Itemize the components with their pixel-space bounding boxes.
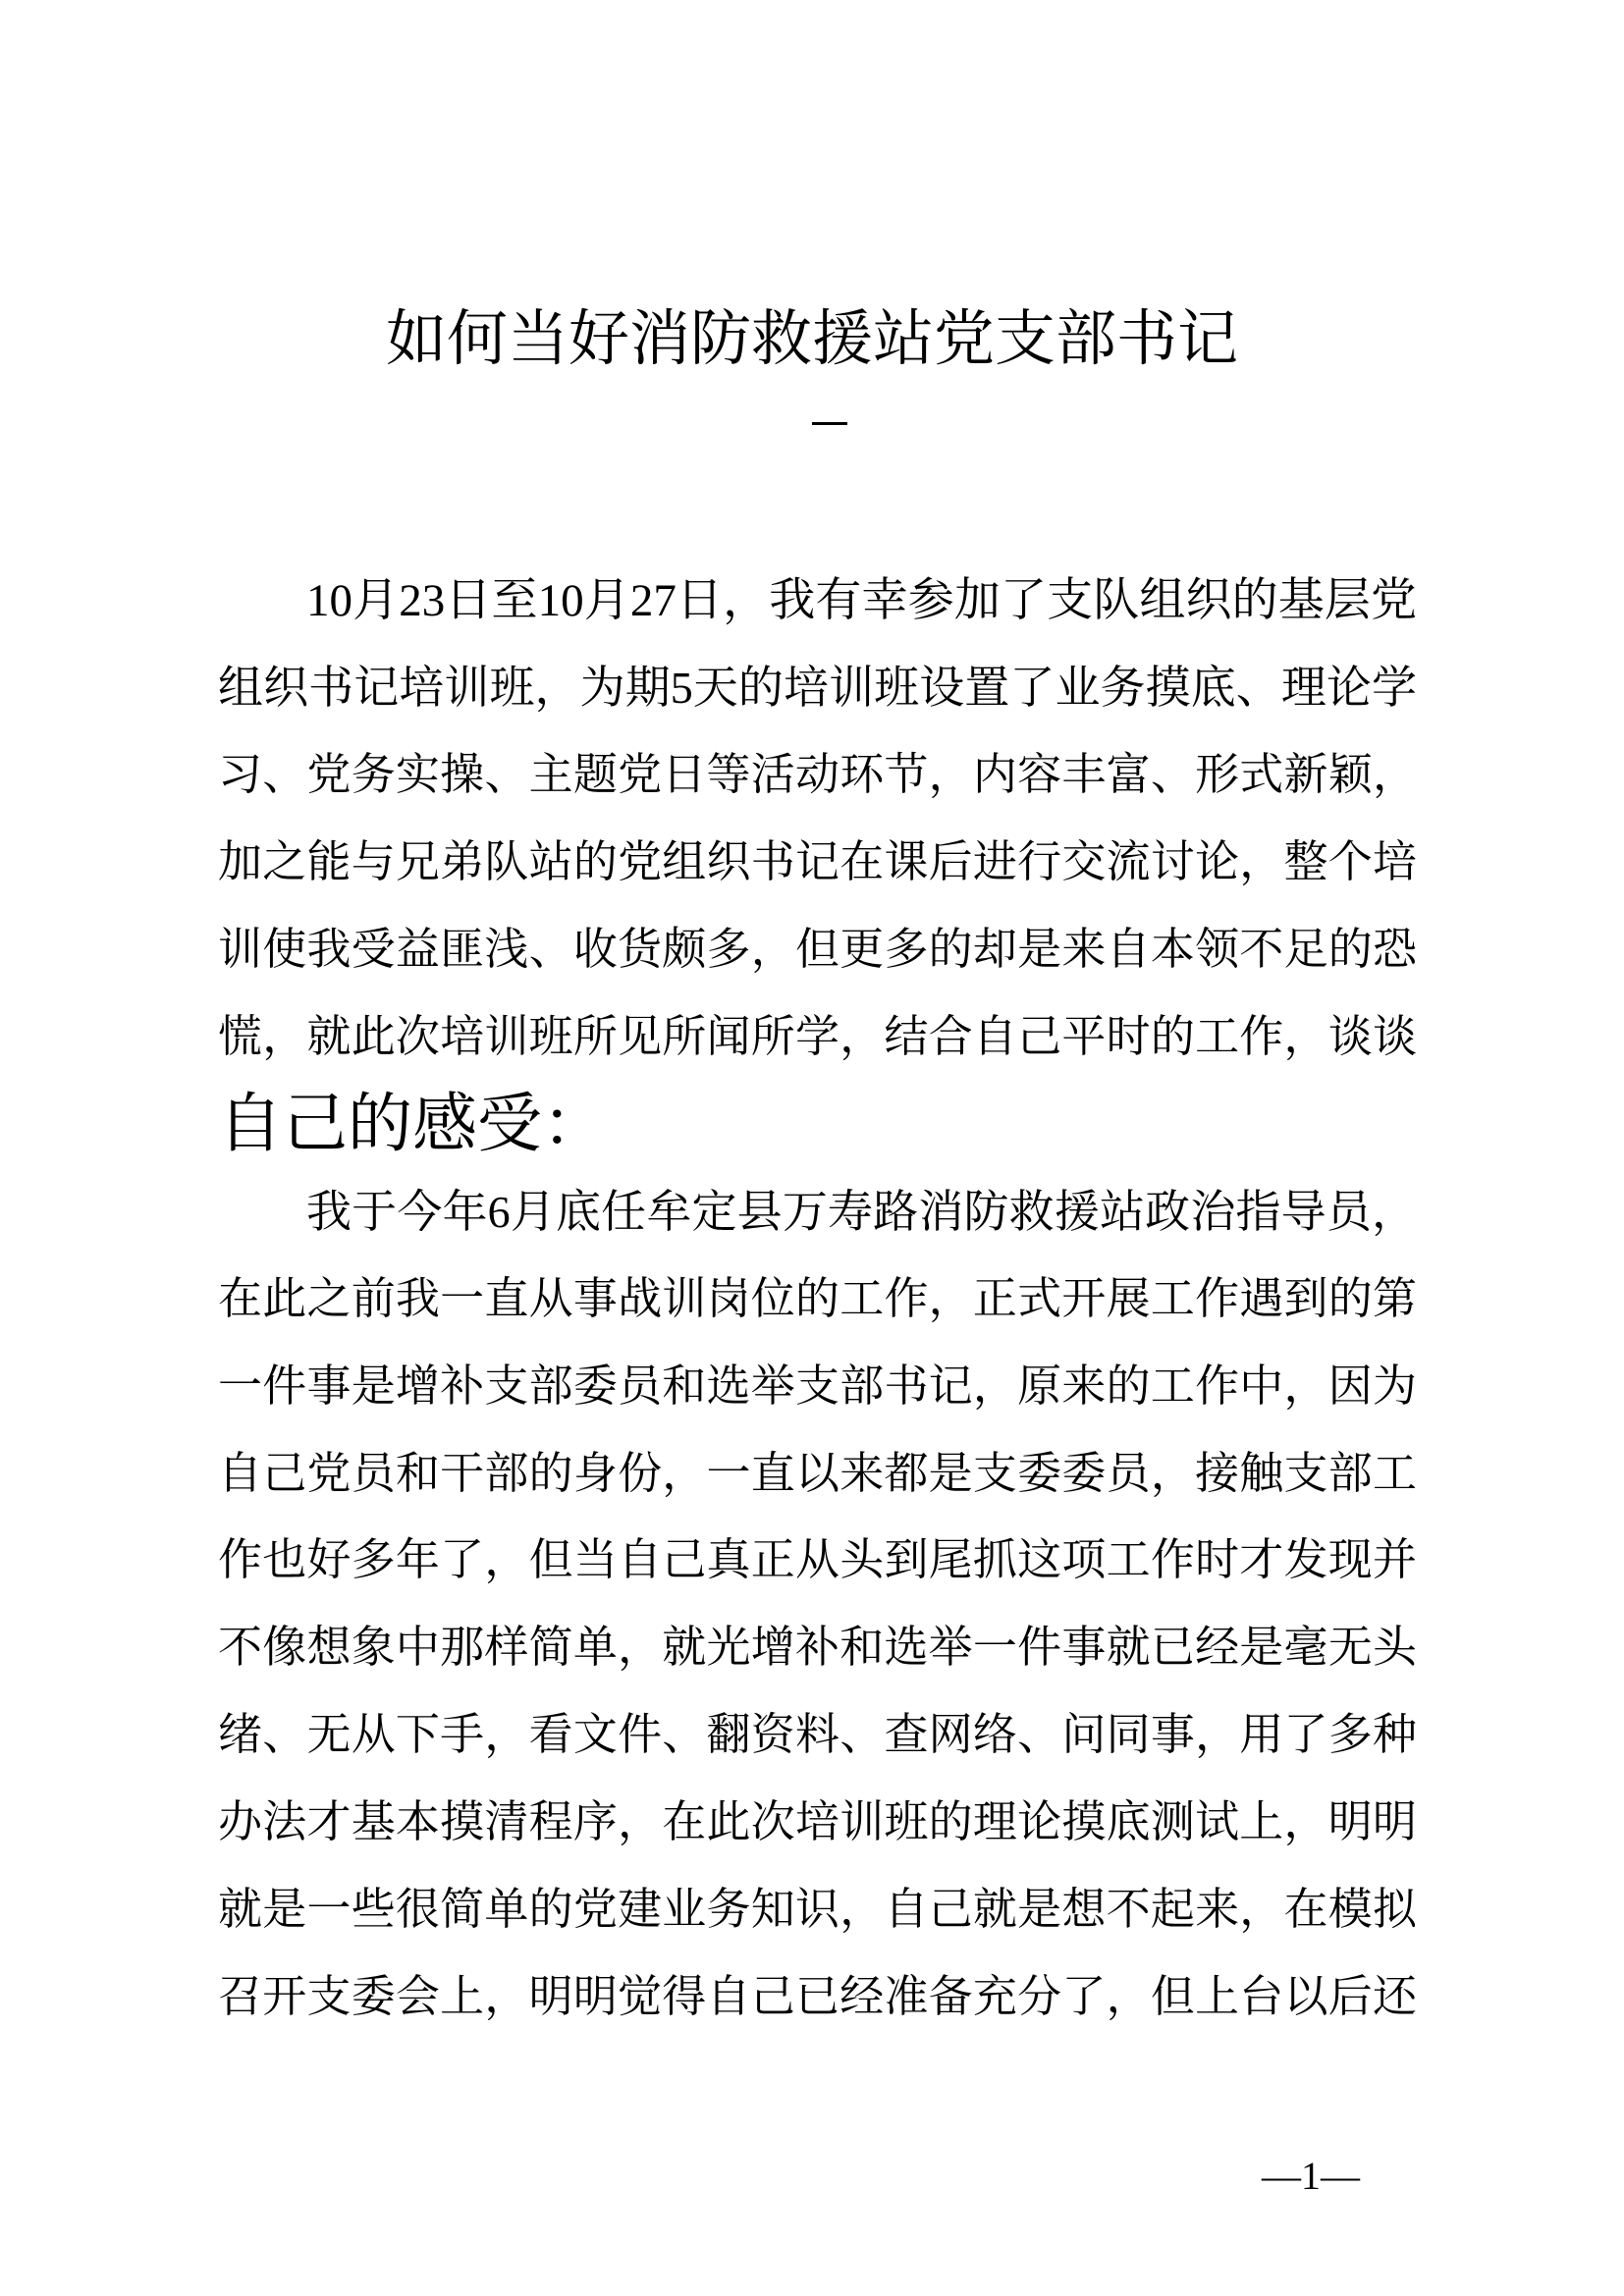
paragraph-2-line: 在此之前我一直从事战训岗位的工作，正式开展工作遇到的第 [218,1273,1417,1323]
paragraph-2-line: 自己党员和干部的身份，一直以来都是支委委员，接触支部工 [218,1448,1417,1498]
paragraph-1-line: 慌，就此次培训班所见所闻所学，结合自己平时的工作，谈谈 [218,1012,1417,1061]
document-title: 如何当好消防救援站党支部书记 [385,302,1238,374]
paragraph-1-line: 自己的感受： [218,1088,607,1160]
paragraph-2-line: 我于今年6月底任牟定县万寿路消防救援站政治指导员， [306,1186,1417,1237]
title-dash [812,422,847,425]
paragraph-2-line: 召开支委会上，明明觉得自己已经准备充分了，但上台以后还 [218,1971,1417,2021]
paragraph-1-line: 组织书记培训班，为期5天的培训班设置了业务摸底、理论学 [218,663,1417,714]
paragraph-1-line: 加之能与兄弟队站的党组织书记在课后进行交流讨论，整个培 [218,837,1417,887]
paragraph-2-line: 就是一些很简单的党建业务知识，自己就是想不起来，在模拟 [218,1885,1417,1934]
page-number: —1— [1262,2154,1360,2198]
paragraph-2-line: 绪、无从下手，看文件、翻资料、查网络、问同事，用了多种 [218,1710,1417,1760]
paragraph-2-line: 一件事是增补支部委员和选举支部书记，原来的工作中，因为 [218,1361,1417,1411]
paragraph-2-line: 作也好多年了，但当自己真正从头到尾抓这项工作时才发现并 [218,1535,1417,1585]
paragraph-2-line: 办法才基本摸清程序，在此次培训班的理论摸底测试上，明明 [218,1797,1417,1847]
paragraph-1-line: 训使我受益匪浅、收货颇多，但更多的却是来自本领不足的恐 [218,925,1417,975]
paragraph-1-line: 10月23日至10月27日，我有幸参加了支队组织的基层党 [306,574,1417,626]
paragraph-2-line: 不像想象中那样简单，就光增补和选举一件事就已经是毫无头 [218,1623,1417,1673]
paragraph-1-line: 习、党务实操、主题党日等活动环节，内容丰富、形式新颖， [218,750,1417,800]
